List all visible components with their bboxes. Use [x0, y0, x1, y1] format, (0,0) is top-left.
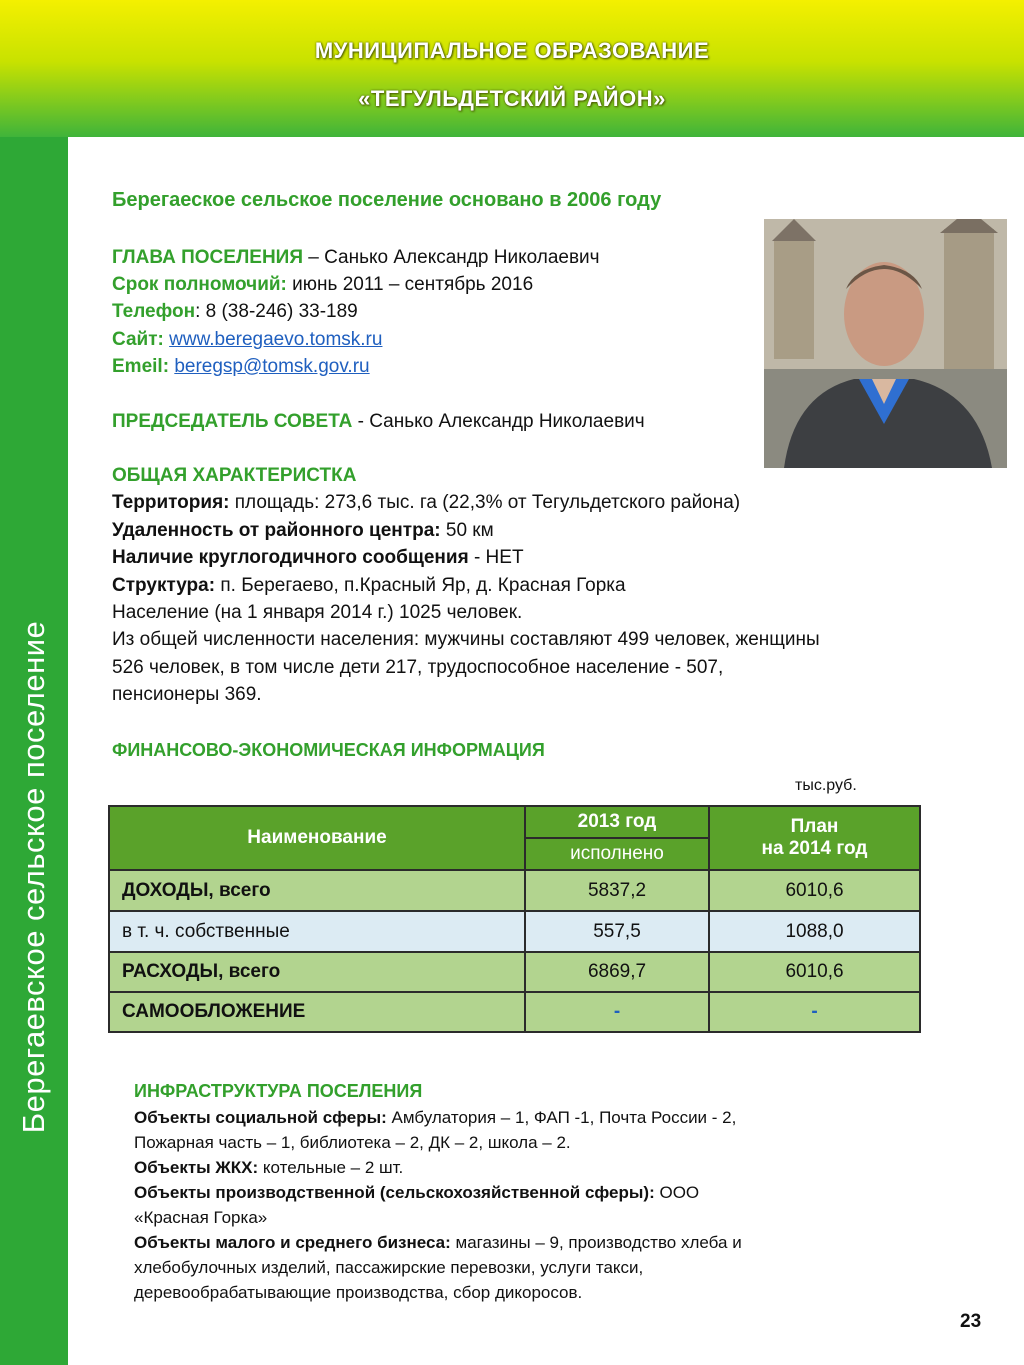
- social-line-1: [134, 1105, 736, 1130]
- site-line: [112, 328, 382, 352]
- page-number: 23: [960, 1311, 982, 1332]
- general-title: ОБЩАЯ ХАРАКТЕРИСТКА: [112, 465, 357, 486]
- territory-line: [112, 491, 740, 515]
- social-line-2: Пожарная часть – 1, библиотека – 2, ДК – 2, школа – 2.: [134, 1133, 571, 1152]
- year-round-line: [112, 546, 524, 570]
- phone-line: [112, 300, 358, 324]
- col-name-header: Наименование: [109, 806, 525, 870]
- business-value-1: магазины – 9, производство хлеба и: [450, 1233, 742, 1252]
- row-2013-value: -: [525, 992, 709, 1032]
- email-link[interactable]: beregsp@tomsk.gov.ru: [174, 356, 370, 377]
- phone-value: : 8 (38-246) 33-189: [195, 301, 358, 322]
- header-title-line2: «ТЕГУЛЬДЕТСКИЙ РАЙОН»: [358, 86, 666, 111]
- col-2013-subheader: исполнено: [525, 838, 709, 870]
- email-line: [112, 355, 370, 379]
- col-2013-header: 2013 год: [525, 806, 709, 838]
- production-value-1: ООО: [654, 1183, 700, 1202]
- year-round-label: Наличие круглогодичного сообщения: [112, 547, 469, 568]
- page-header: [0, 0, 1024, 137]
- territory-label: Территория:: [112, 492, 230, 513]
- email-label: Emeil:: [112, 356, 170, 377]
- table-row: [109, 870, 920, 911]
- site-label: Сайт:: [112, 329, 164, 350]
- breakdown-line-1: Из общей численности населения: мужчины составляют 499 человек, женщины: [112, 629, 820, 650]
- finance-units: тыс.руб.: [795, 777, 857, 794]
- row-plan-value: 1088,0: [709, 911, 920, 952]
- infrastructure-title: ИНФРАСТРУКТУРА ПОСЕЛЕНИЯ: [134, 1081, 423, 1101]
- structure-label: Структура:: [112, 575, 216, 596]
- row-2013-value: 557,5: [525, 911, 709, 952]
- production-line-2: «Красная Горка»: [134, 1208, 268, 1227]
- housing-line: [134, 1155, 403, 1180]
- social-label: Объекты социальной сферы:: [134, 1108, 387, 1127]
- head-value: – Санько Александр Николаевич: [303, 247, 600, 268]
- table-row: [109, 952, 920, 992]
- structure-value: п. Берегаево, п.Красный Яр, д. Красная Горка: [215, 575, 626, 596]
- housing-value: котельные – 2 шт.: [258, 1158, 404, 1177]
- row-2013-value: 5837,2: [525, 870, 709, 911]
- finance-table: [108, 805, 921, 1033]
- row-name: в т. ч. собственные: [109, 911, 525, 952]
- business-line-2: хлебобулочных изделий, пассажирские перевозки, услуги такси,: [134, 1258, 644, 1277]
- distance-line: [112, 519, 494, 543]
- production-line-1: [134, 1180, 699, 1205]
- head-line: [112, 246, 600, 270]
- head-label: ГЛАВА ПОСЕЛЕНИЯ: [112, 247, 303, 268]
- portrait-illustration: [764, 219, 1007, 468]
- sidebar-title: Берегаевское сельское поселение: [16, 620, 51, 1134]
- row-name: САМООБЛОЖЕНИЕ: [109, 992, 525, 1032]
- business-line-1: [134, 1230, 742, 1255]
- breakdown-line-3: пенсионеры 369.: [112, 684, 262, 705]
- territory-value: площадь: 273,6 тыс. га (22,3% от Тегульдетского района): [229, 492, 741, 513]
- finance-title: ФИНАНСОВО-ЭКОНОМИЧЕСКАЯ ИНФОРМАЦИЯ: [112, 740, 545, 760]
- col-plan-header: [709, 806, 920, 870]
- sidebar: [0, 137, 68, 1365]
- term-value: июнь 2011 – сентябрь 2016: [286, 274, 534, 295]
- term-line: [112, 273, 533, 297]
- row-name: РАСХОДЫ, всего: [109, 952, 525, 992]
- head-portrait-photo: [764, 219, 1007, 468]
- col-plan-line2: на 2014 год: [761, 838, 868, 859]
- structure-line: [112, 574, 626, 598]
- table-row: [109, 992, 920, 1032]
- business-line-3: деревообрабатывающие производства, сбор дикоросов.: [134, 1283, 583, 1302]
- header-title-line1: МУНИЦИПАЛЬНОЕ ОБРАЗОВАНИЕ: [314, 38, 710, 63]
- distance-label: Удаленность от районного центра:: [112, 520, 441, 541]
- production-label: Объекты производственной (сельскохозяйственной сферы):: [134, 1183, 655, 1202]
- chair-line: [112, 410, 645, 434]
- row-plan-value: -: [709, 992, 920, 1032]
- social-value-1: Амбулатория – 1, ФАП -1, Почта России - 2,: [386, 1108, 737, 1127]
- row-plan-value: 6010,6: [709, 870, 920, 911]
- housing-label: Объекты ЖКХ:: [134, 1158, 259, 1177]
- breakdown-line-2: 526 человек, в том числе дети 217, трудоспособное население - 507,: [112, 657, 724, 678]
- col-plan-line1: План: [790, 816, 839, 837]
- chair-label: ПРЕДСЕДАТЕЛЬ СОВЕТА: [112, 411, 353, 432]
- business-label: Объекты малого и среднего бизнеса:: [134, 1233, 451, 1252]
- table-header-row: [109, 806, 920, 838]
- distance-value: 50 км: [440, 520, 494, 541]
- table-row: [109, 911, 920, 952]
- intro-heading: Берегаеское сельское поселение основано в 2006 году: [112, 189, 662, 211]
- site-link[interactable]: www.beregaevo.tomsk.ru: [169, 329, 383, 350]
- term-label: Срок полномочий:: [112, 274, 287, 295]
- row-name: ДОХОДЫ, всего: [109, 870, 525, 911]
- chair-value: - Санько Александр Николаевич: [352, 411, 645, 432]
- phone-label: Телефон: [112, 301, 196, 322]
- population-line: Население (на 1 января 2014 г.) 1025 человек.: [112, 602, 523, 623]
- row-2013-value: 6869,7: [525, 952, 709, 992]
- year-round-value: - НЕТ: [468, 547, 524, 568]
- row-plan-value: 6010,6: [709, 952, 920, 992]
